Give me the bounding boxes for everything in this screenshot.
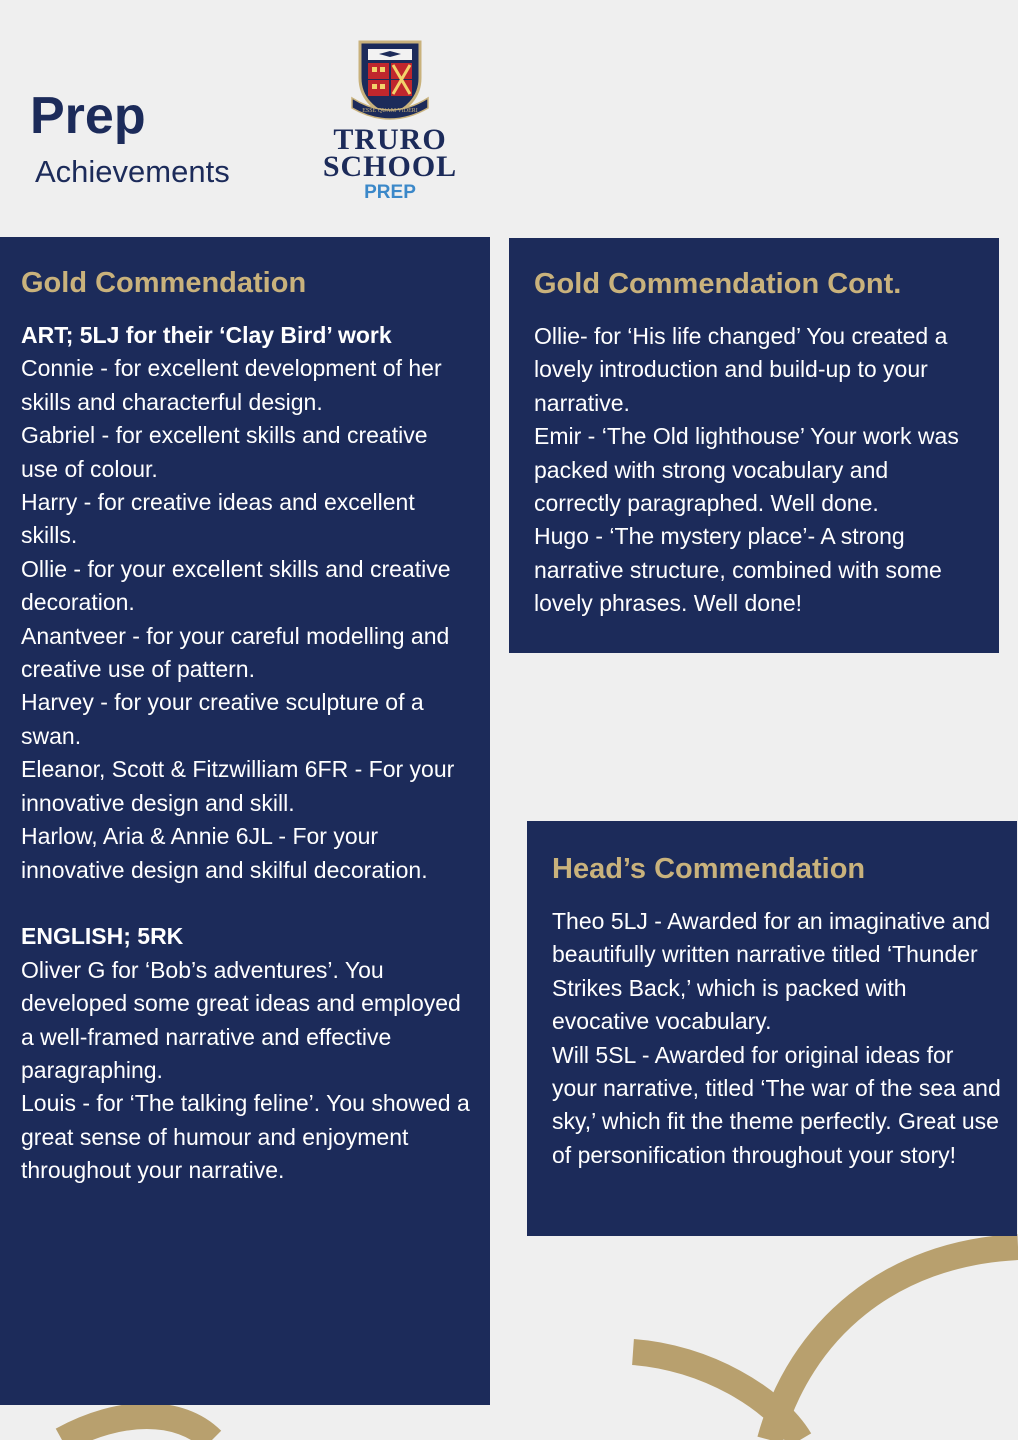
page-subtitle: Achievements [35,154,230,189]
art-heading: ART; 5LJ for their ‘Clay Bird’ work [21,322,392,348]
list-item: Ollie- for ‘His life changed’ You created a lovely introduction and build-up to your narrative. [534,323,948,416]
logo-text-truro: TRURO [333,123,447,156]
list-item: Will 5SL - Awarded for original ideas for your narrative, titled ‘The war of the sea and sky,’ which fit the theme perfectly. Great use of personification throughout your story! [552,1041,1001,1168]
list-item: Harvey - for your creative sculpture of a swan. [21,689,424,749]
arc-bottom-left [62,1416,212,1440]
list-item: Ollie - for your excellent skills and creative decoration. [21,555,451,616]
list-item: Connie - for excellent development of her skills and characterful design. [21,355,442,415]
panel-title: Gold Commendation Cont. [534,268,902,300]
school-logo [318,38,462,204]
list-item: Theo 5LJ - Awarded for an imaginative and beautifully written narrative titled ‘Thunder Strikes Back,’ which is packed with evocative vocabulary. [552,908,991,1035]
spacer [21,887,470,920]
crest-icon [351,38,429,120]
panel-title: Head’s Commendation [552,853,866,885]
list-item: Anantveer - for your careful modelling and creative use of pattern. [21,622,450,683]
panel-title: Gold Commendation [21,267,307,299]
crest-motto: ESSE QUAM VIDERI [362,108,418,114]
arc-large [770,1247,1018,1440]
list-item: Eleanor, Scott & Fitzwilliam 6FR - For your innovative design and skill. [21,756,455,816]
list-item: Hugo - ‘The mystery place’- A strong narrative structure, combined with some lovely phrases. Well done! [534,523,942,617]
list-item: Louis - for ‘The talking feline’. You showed a great sense of humour and enjoyment throughout your narrative. [21,1090,470,1184]
gold-commendation-panel [0,237,490,1405]
gold-commendation-cont-panel [509,238,999,653]
english-heading: ENGLISH; 5RK [21,923,184,950]
logo-text-prep: PREP [364,182,416,203]
list-item: Harlow, Aria & Annie 6JL - For your innovative design and skilful decoration. [21,823,428,883]
list-item: Harry - for creative ideas and excellent skills. [21,489,415,549]
arc-small [633,1352,800,1440]
list-item: Emir - ‘The Old lighthouse’ Your work was packed with strong vocabulary and correctly paragraphed. Well done. [534,423,959,517]
logo-text-school: SCHOOL [322,150,458,183]
heads-commendation-panel [527,821,1017,1236]
page-title: Prep [30,87,146,145]
list-item: Oliver G for ‘Bob’s adventures’. You developed some great ideas and employed a well-framed narrative and effective paragraphing. [21,956,461,1083]
list-item: Gabriel - for excellent skills and creative use of colour. [21,422,428,482]
